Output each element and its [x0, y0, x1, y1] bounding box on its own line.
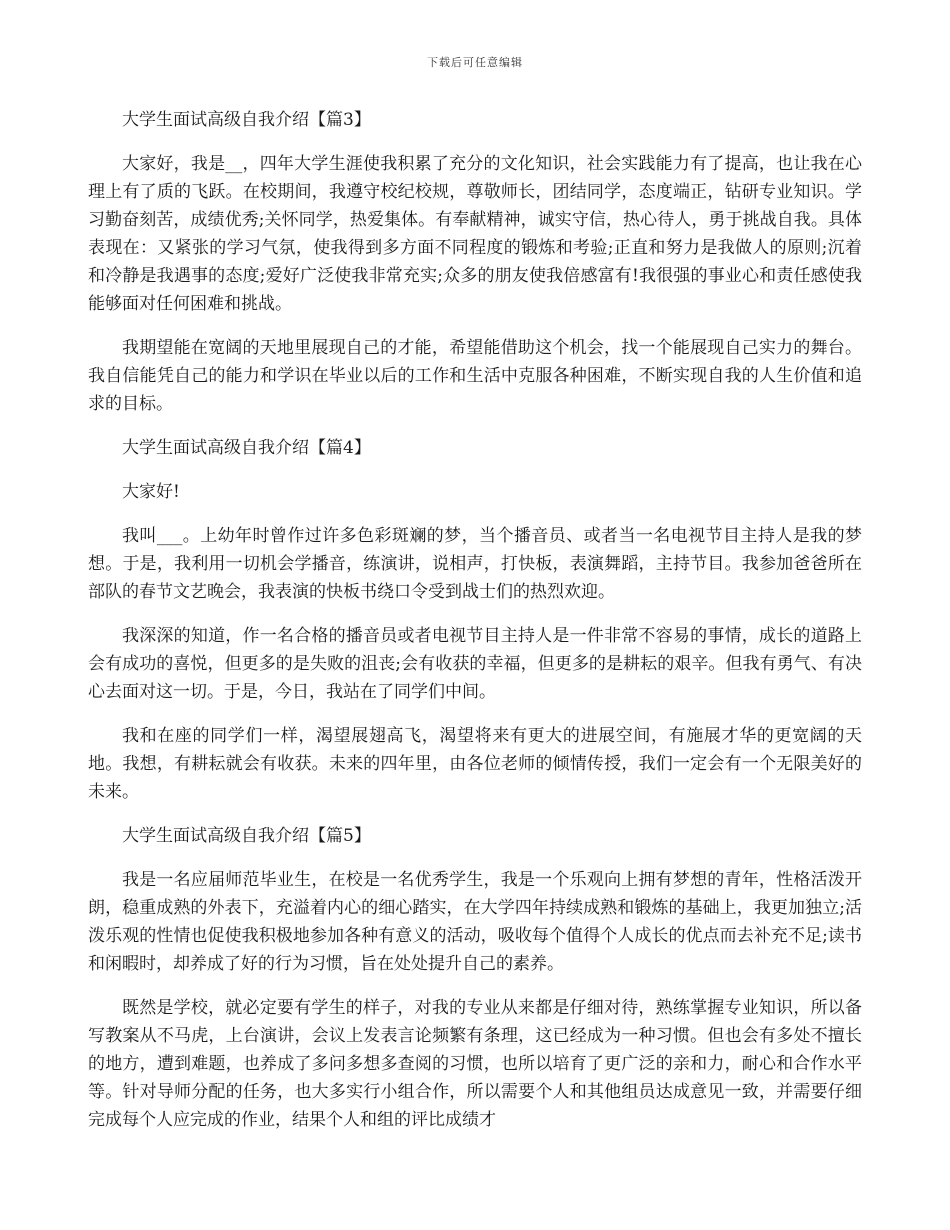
paragraph: 我是一名应届师范毕业生，在校是一名优秀学生，我是一个乐观向上拥有梦想的青年，性格活泼开朗，稳重成熟的外表下，充溢着内心的细心踏实，在大学四年持续成熟和锻炼的基础上，我更加独立;活泼乐观的性情也促使我积极地参加各种有意义的活动，吸收每个值得个人成长的优点而去补充不足;读书和闲暇时，却养成了好的行为习惯，旨在处处提升自己的素养。	[88, 870, 862, 974]
paragraph: 既然是学校，就必定要有学生的样子，对我的专业从来都是仔细对待，熟练掌握专业知识，所以备写教案从不马虎，上台演讲，会议上发表言论频繁有条理，这已经成为一种习惯。但也会有多处不擅长的地方，遭到难题，也养成了多问多想多查阅的习惯，也所以培育了更广泛的亲和力，耐心和合作水平等。针对导师分配的任务，也大多实行小组合作，所以需要个人和其他组员达成意见一致，并需要仔细完成每个人应完成的作业，结果个人和组的评比成绩才	[88, 998, 862, 1130]
paragraph: 大家好，我是__，四年大学生涯使我积累了充分的文化知识，社会实践能力有了提高，也让我在心理上有了质的飞跃。在校期间，我遵守校纪校规，尊敬师长，团结同学，态度端正，钻研专业知识。学习勤奋刻苦，成绩优秀;关怀同学，热爱集体。有奉献精神，诚实守信，热心待人，勇于挑战自我。具体表现在：又紧张的学习气氛，使我得到多方面不同程度的锻炼和考验;正直和努力是我做人的原则;沉着和冷静是我遇事的态度;爱好广泛使我非常充实;众多的朋友使我倍感富有!我很强的事业心和责任感使我能够面对任何困难和挑战。	[88, 154, 862, 314]
section-heading: 大学生面试高级自我介绍【篇3】	[122, 110, 371, 130]
document-body	[88, 106, 862, 1150]
paragraph: 大家好!	[122, 482, 180, 502]
paragraph: 我叫___。上幼年时曾作过许多色彩斑斓的梦，当个播音员、或者当一名电视节目主持人是我的梦想。于是，我利用一切机会学播音，练演讲，说相声，打快板，表演舞蹈，主持节目。我参加爸爸所在部队的春节文艺晚会，我表演的快板书绕口令受到战士们的热烈欢迎。	[88, 526, 862, 602]
paragraph: 我深深的知道，作一名合格的播音员或者电视节目主持人是一件非常不容易的事情，成长的道路上会有成功的喜悦，但更多的是失败的沮丧;会有收获的幸福，但更多的是耕耘的艰辛。但我有勇气、有决心去面对这一切。于是，今日，我站在了同学们中间。	[88, 626, 862, 702]
section-heading: 大学生面试高级自我介绍【篇4】	[122, 438, 371, 458]
paragraph: 我和在座的同学们一样，渴望展翅高飞，渴望将来有更大的进展空间，有施展才华的更宽阔的天地。我想，有耕耘就会有收获。未来的四年里，由各位老师的倾情传授，我们一定会有一个无限美好的未来。	[88, 726, 862, 802]
header-note: 下载后可任意编辑	[427, 56, 523, 69]
paragraph: 我期望能在宽阔的天地里展现自己的才能，希望能借助这个机会，找一个能展现自己实力的舞台。我自信能凭自己的能力和学识在毕业以后的工作和生活中克服各种困难，不断实现自我的人生价值和追求的目标。	[88, 338, 862, 414]
section-heading: 大学生面试高级自我介绍【篇5】	[122, 826, 371, 846]
